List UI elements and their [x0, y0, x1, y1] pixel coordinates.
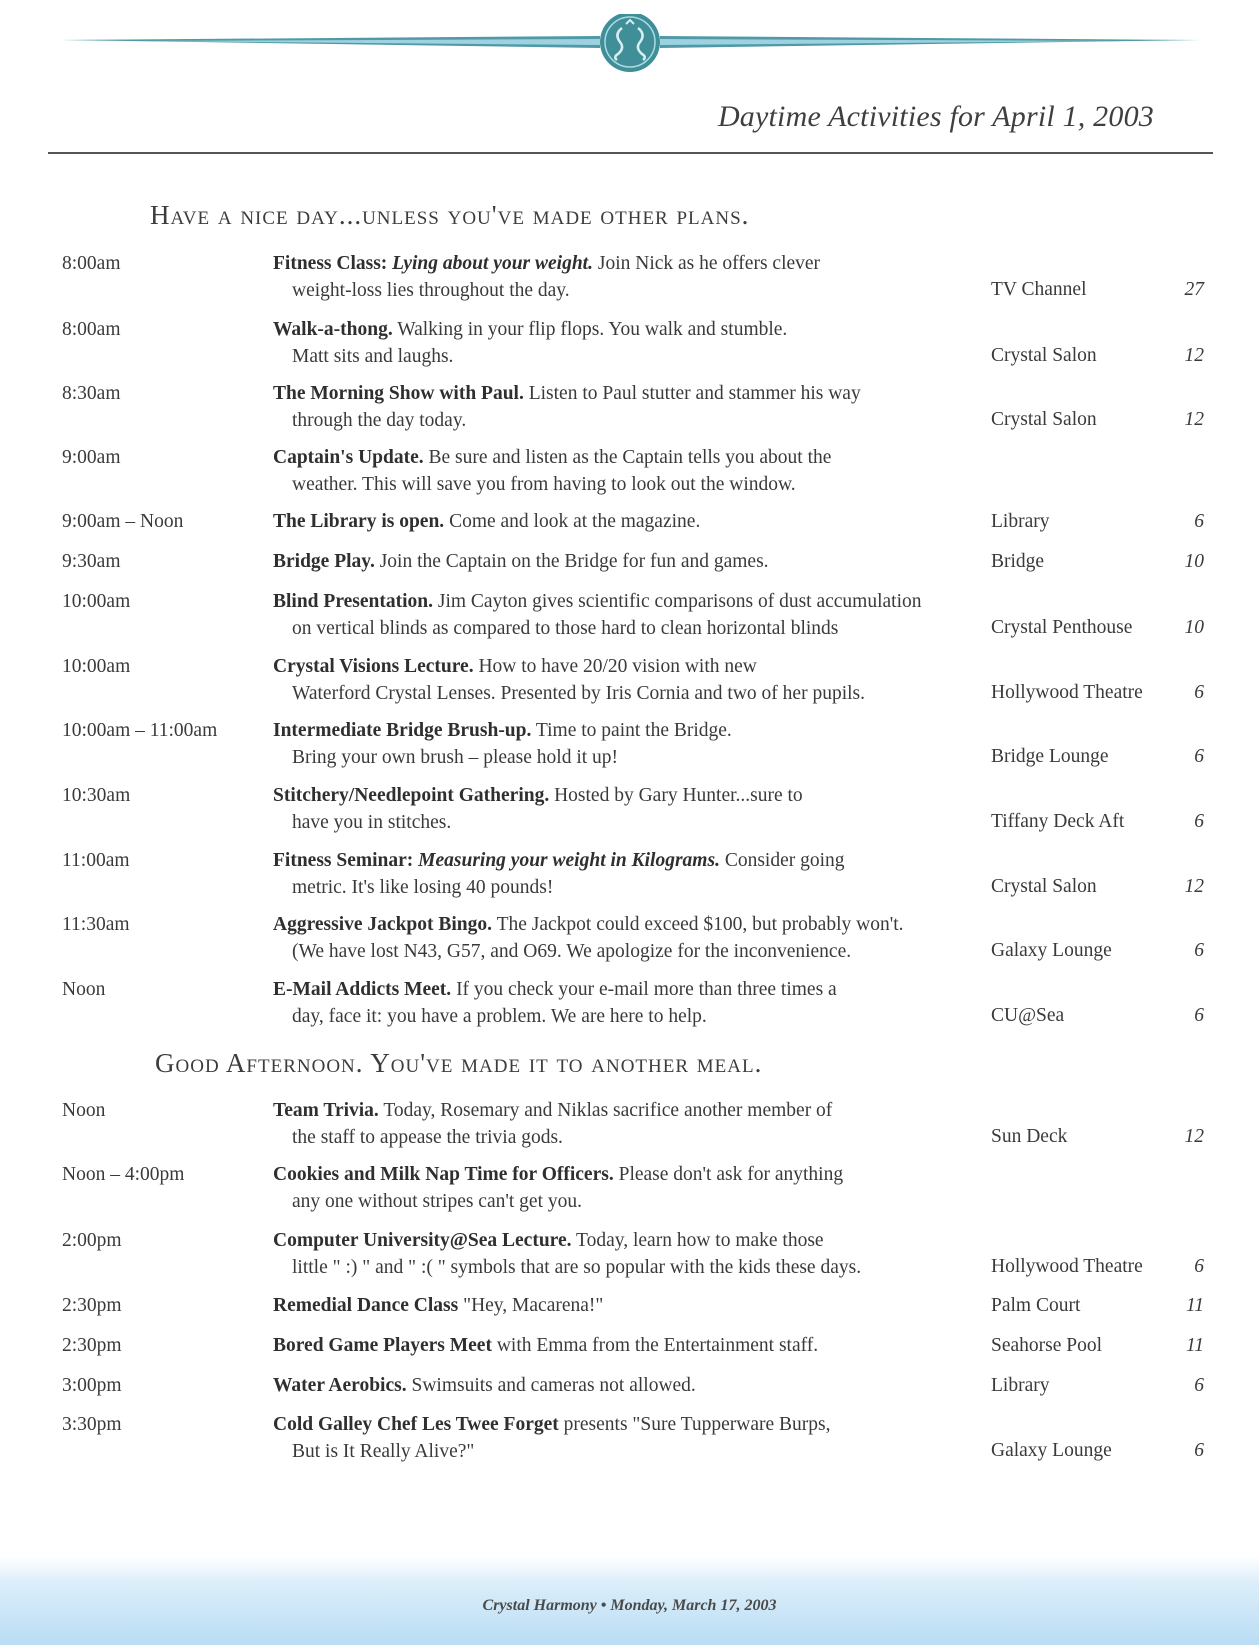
activity-title: Team Trivia. [273, 1100, 379, 1121]
activity-time: 9:00am [62, 447, 121, 468]
schedule-row [0, 588, 1259, 648]
activity-text-continued: any one without stripes can't get you. [292, 1191, 582, 1212]
activity-text-continued: have you in stitches. [292, 812, 452, 833]
activity-description [273, 548, 1033, 575]
activity-venue: CU@Sea [991, 1005, 1065, 1026]
activity-venue: Crystal Salon [991, 345, 1097, 366]
activity-venue: Sun Deck [991, 1126, 1068, 1147]
activity-text: If you check your e-mail more than three times a [456, 979, 837, 1000]
activity-title: Remedial Dance Class [273, 1295, 459, 1316]
activity-title: Captain's Update. [273, 447, 424, 468]
activity-title: Blind Presentation. [273, 591, 433, 612]
activity-time: 10:00am [62, 656, 131, 677]
activity-channel: 6 [1194, 940, 1204, 961]
activity-title: Intermediate Bridge Brush-up. [273, 720, 532, 741]
activity-venue: TV Channel [991, 279, 1087, 300]
activity-text: presents "Sure Tupperware Burps, [563, 1414, 831, 1435]
activity-description [273, 717, 1033, 771]
schedule-row [0, 380, 1259, 440]
activity-time: 2:00pm [62, 1230, 122, 1251]
activity-channel: 11 [1185, 1295, 1204, 1316]
activity-text: Consider going [724, 850, 845, 871]
activity-text-continued: Bring your own brush – please hold it up! [292, 747, 619, 768]
activity-text: "Hey, Macarena!" [463, 1295, 604, 1316]
activity-description [273, 380, 1033, 434]
footer-text: Crystal Harmony • Monday, March 17, 2003 [482, 1597, 777, 1614]
activity-time: 10:30am [62, 785, 131, 806]
activity-venue: Crystal Salon [991, 876, 1097, 897]
section-heading: Good Afternoon. You've made it to another meal. [155, 1048, 763, 1078]
page-title: Daytime Activities for April 1, 2003 [717, 100, 1154, 133]
schedule-row [0, 976, 1259, 1036]
activity-channel: 6 [1194, 1440, 1204, 1461]
activity-text-continued: weather. This will save you from having to look out the window. [292, 474, 796, 495]
activity-venue: Library [991, 511, 1050, 532]
activity-channel: 27 [1184, 279, 1204, 300]
activity-channel: 12 [1184, 345, 1204, 366]
activity-time: 3:00pm [62, 1375, 122, 1396]
section-heading: Have a nice day...unless you've made other plans. [150, 200, 750, 230]
seahorse-medallion-icon [600, 14, 660, 72]
activity-time: 11:30am [62, 914, 130, 935]
activity-venue: Palm Court [991, 1295, 1081, 1316]
header-ornament [60, 14, 1200, 74]
activity-title: Water Aerobics. [273, 1375, 407, 1396]
schedule-row [0, 653, 1259, 713]
activity-title: Bored Game Players Meet [273, 1335, 492, 1356]
activity-time: 3:30pm [62, 1414, 122, 1435]
activity-channel: 6 [1194, 1256, 1204, 1277]
activity-description [273, 1372, 1033, 1399]
activity-text: Walking in your flip flops. You walk and stumble. [397, 319, 788, 340]
activity-venue: Crystal Salon [991, 409, 1097, 430]
activity-description [273, 508, 1033, 535]
activity-venue: Tiffany Deck Aft [991, 811, 1125, 832]
activity-time: 8:30am [62, 383, 121, 404]
activity-description [273, 1292, 1033, 1319]
activity-time: 8:00am [62, 253, 121, 274]
activity-description [273, 911, 1033, 965]
activity-time: 2:30pm [62, 1295, 122, 1316]
schedule-row [0, 847, 1259, 907]
schedule-row [0, 911, 1259, 971]
activity-title: Cookies and Milk Nap Time for Officers. [273, 1164, 614, 1185]
activity-text: Hosted by Gary Hunter...sure to [554, 785, 803, 806]
activity-channel: 12 [1184, 876, 1204, 897]
activity-time: 11:00am [62, 850, 130, 871]
activity-text: Be sure and listen as the Captain tells you about the [428, 447, 832, 468]
activity-description [273, 250, 1033, 304]
title-rule [48, 152, 1213, 154]
activity-text: Join Nick as he offers clever [597, 253, 821, 274]
activity-text-continued: through the day today. [292, 410, 467, 431]
activity-title: Cold Galley Chef Les Twee Forget [273, 1414, 559, 1435]
activity-venue: Hollywood Theatre [991, 1256, 1143, 1277]
activity-channel: 6 [1194, 1375, 1204, 1396]
activity-channel: 6 [1194, 811, 1204, 832]
activity-text-continued: day, face it: you have a problem. We are here to help. [292, 1006, 707, 1027]
activity-text: Join the Captain on the Bridge for fun and games. [379, 551, 769, 572]
activity-text: Swimsuits and cameras not allowed. [411, 1375, 696, 1396]
activity-text-continued: weight-loss lies throughout the day. [292, 280, 570, 301]
activity-text-continued: on vertical blinds as compared to those hard to clean horizontal blinds [292, 618, 839, 639]
schedule-row [0, 444, 1259, 504]
activity-title: Computer University@Sea Lecture. [273, 1230, 572, 1251]
activity-description [273, 588, 1033, 642]
activity-channel: 11 [1185, 1335, 1204, 1356]
activity-text: How to have 20/20 vision with new [478, 656, 757, 677]
activity-text-continued: But is It Really Alive?" [292, 1441, 475, 1462]
activity-title: Walk-a-thong. [273, 319, 393, 340]
activity-venue: Library [991, 1375, 1050, 1396]
activity-time: 8:00am [62, 319, 121, 340]
schedule-row [0, 1097, 1259, 1157]
activity-description [273, 976, 1033, 1030]
activity-text-continued: the staff to appease the trivia gods. [292, 1127, 563, 1148]
activity-channel: 12 [1184, 409, 1204, 430]
activity-text: The Jackpot could exceed $100, but probably won't. [496, 914, 904, 935]
activity-text-continued: metric. It's like losing 40 pounds! [292, 877, 554, 898]
activity-title: Bridge Play. [273, 551, 375, 572]
activity-venue: Bridge Lounge [991, 746, 1109, 767]
activity-text: Time to paint the Bridge. [535, 720, 732, 741]
activity-description [273, 1332, 1033, 1359]
schedule-row [0, 1161, 1259, 1221]
activity-channel: 6 [1194, 511, 1204, 532]
activity-text: Today, Rosemary and Niklas sacrifice another member of [383, 1100, 833, 1121]
activity-text: Please don't ask for anything [618, 1164, 844, 1185]
schedule-row [0, 250, 1259, 310]
activity-description [273, 1227, 1033, 1281]
schedule-row [0, 1411, 1259, 1471]
schedule-row [0, 782, 1259, 842]
activity-description [273, 847, 1033, 901]
activity-title: E-Mail Addicts Meet. [273, 979, 452, 1000]
activity-text: Listen to Paul stutter and stammer his way [528, 383, 861, 404]
activity-channel: 6 [1194, 1005, 1204, 1026]
activity-venue: Galaxy Lounge [991, 940, 1112, 961]
activity-title: Fitness Class: [273, 253, 388, 274]
activity-channel: 6 [1194, 682, 1204, 703]
activity-channel: 10 [1184, 551, 1204, 572]
activity-description [273, 782, 1033, 836]
activity-text: Come and look at the magazine. [449, 511, 701, 532]
activity-description [273, 1161, 1033, 1215]
activity-time: 9:00am – Noon [62, 511, 184, 532]
activity-text-continued: Waterford Crystal Lenses. Presented by Iris Cornia and two of her pupils. [292, 683, 866, 704]
activity-description [273, 1097, 1033, 1151]
activity-venue: Galaxy Lounge [991, 1440, 1112, 1461]
activity-channel: 10 [1184, 617, 1204, 638]
activity-venue: Crystal Penthouse [991, 617, 1133, 638]
activity-time: Noon [62, 979, 106, 1000]
activity-title: Fitness Seminar: [273, 850, 414, 871]
activity-title: The Morning Show with Paul. [273, 383, 524, 404]
activity-time: Noon – 4:00pm [62, 1164, 185, 1185]
activity-text: Today, learn how to make those [576, 1230, 824, 1251]
activity-text-continued: (We have lost N43, G57, and O69. We apologize for the inconvenience. [292, 941, 852, 962]
activity-text-continued: little " :) " and " :( " symbols that are so popular with the kids these days. [292, 1257, 862, 1278]
schedule-row [0, 316, 1259, 376]
activity-time: Noon [62, 1100, 106, 1121]
activity-channel: 12 [1184, 1126, 1204, 1147]
activity-venue: Hollywood Theatre [991, 682, 1143, 703]
activity-time: 2:30pm [62, 1335, 122, 1356]
activity-channel: 6 [1194, 746, 1204, 767]
activity-description [273, 653, 1033, 707]
activity-description [273, 1411, 1033, 1465]
activity-time: 10:00am – 11:00am [62, 720, 218, 741]
activity-description [273, 444, 1033, 498]
activity-time: 10:00am [62, 591, 131, 612]
activity-description [273, 316, 1033, 370]
activity-title-italic: Lying about your weight. [392, 253, 593, 274]
activity-text: with Emma from the Entertainment staff. [496, 1335, 819, 1356]
schedule-row [0, 1227, 1259, 1287]
activity-title-italic: Measuring your weight in Kilograms. [418, 850, 720, 871]
activity-venue: Bridge [991, 551, 1045, 572]
activity-text: Jim Cayton gives scientific comparisons of dust accumulation [437, 591, 922, 612]
activity-text-continued: Matt sits and laughs. [292, 346, 454, 367]
schedule-row [0, 717, 1259, 777]
activity-title: Aggressive Jackpot Bingo. [273, 914, 493, 935]
activity-time: 9:30am [62, 551, 121, 572]
activity-title: The Library is open. [273, 511, 445, 532]
activity-venue: Seahorse Pool [991, 1335, 1103, 1356]
activity-title: Stitchery/Needlepoint Gathering. [273, 785, 550, 806]
activity-title: Crystal Visions Lecture. [273, 656, 474, 677]
